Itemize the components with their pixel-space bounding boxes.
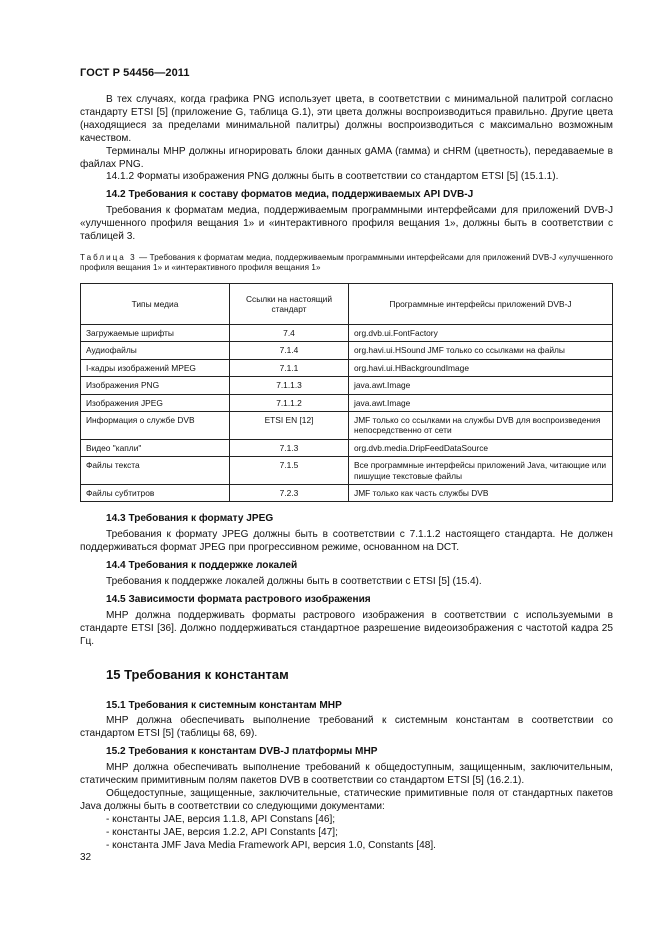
media-formats-table <box>80 283 613 502</box>
table-cell: 7.1.1.2 <box>230 394 349 411</box>
table-cell: org.havi.ui.HSound JMF только со ссылками на файлы <box>349 342 613 359</box>
table-row <box>81 457 613 485</box>
table-row <box>81 377 613 394</box>
table-row <box>81 394 613 411</box>
page-body <box>80 94 613 852</box>
table-cell: 7.1.1.3 <box>230 377 349 394</box>
table-row <box>81 324 613 341</box>
table-header-row <box>81 283 613 324</box>
table-cell: Изображения JPEG <box>81 394 230 411</box>
table-cell: ETSI EN [12] <box>230 412 349 440</box>
table-cell: 7.1.3 <box>230 439 349 456</box>
section-heading-15: 15 Требования к константам <box>106 666 289 682</box>
section-heading-15-1: 15.1 Требования к системным константам MHP <box>106 699 342 711</box>
table-row <box>81 485 613 502</box>
paragraph: Общедоступные, защищенные, заключительные, статические примитивные поля от стандартных пакетов Java должны быть в соответствии со следующими документами: <box>80 787 613 812</box>
list-item: - константы JAE, версия 1.1.8, API Constans [46]; <box>106 813 336 825</box>
table-cell: JMF только со ссылками на службы DVB для воспроизведения непосредственно от сети <box>349 412 613 440</box>
column-header: Программные интерфейсы приложений DVB-J <box>349 283 613 324</box>
paragraph: MHP должна обеспечивать выполнение требований к общедоступным, защищенным, заключительным, статическим примитивным полям пакетов DVB в соответствии со стандартом ETSI [5] (16.2.1). <box>80 762 613 787</box>
list-item: - константы JAE, версия 1.2.2, API Constants [47]; <box>106 826 338 838</box>
table-cell: Информация о службе DVB <box>81 412 230 440</box>
table-cell: JMF только как часть службы DVB <box>349 485 613 502</box>
table-cell: 7.1.5 <box>230 457 349 485</box>
section-heading-14-3: 14.3 Требования к формату JPEG <box>106 513 274 525</box>
paragraph: MHP должна поддерживать форматы растрового изображения в соответствии с используемыми в стандарте ETSI [36]. Должно поддерживаться стандартное разрешение видеоизображения с частотой кадра 25 Гц. <box>80 609 613 647</box>
table-cell: java.awt.Image <box>349 377 613 394</box>
paragraph: MHP должна обеспечивать выполнение требований к системным константам в соответствии со стандартом ETSI [5] (таблицы 68, 69). <box>80 715 613 740</box>
table-row <box>81 342 613 359</box>
paragraph: Требования к формату JPEG должны быть в соответствии с 7.1.1.2 настоящего стандарта. Не должен поддерживаться формат JPEG при прогрессивном режиме, основанном на DCT. <box>80 529 613 554</box>
table-cell: Аудиофайлы <box>81 342 230 359</box>
section-heading-14-5: 14.5 Зависимости формата растрового изображения <box>106 593 371 605</box>
table-cell: org.havi.ui.HBackgroundImage <box>349 359 613 376</box>
table-cell: org.dvb.ui.FontFactory <box>349 324 613 341</box>
column-header: Ссылки на настоящий стандарт <box>230 283 349 324</box>
table-cell: 7.1.1 <box>230 359 349 376</box>
table-cell: Видео "капли" <box>81 439 230 456</box>
table-cell: Все программные интерфейсы приложений Java, читающие или пишущие текстовые файлы <box>349 457 613 485</box>
table-cell: Загружаемые шрифты <box>81 324 230 341</box>
section-heading-14-2: 14.2 Требования к составу форматов медиа, поддерживаемых API DVB-J <box>106 189 474 201</box>
table-cell: java.awt.Image <box>349 394 613 411</box>
paragraph: Требования к форматам медиа, поддерживаемым программными интерфейсами для приложений DVB-J «улучшенного профиля вещания 1» и «интерактивного профиля вещания 1», должны быть в соответствии с таблицей 3. <box>80 205 613 243</box>
table-cell: 7.1.4 <box>230 342 349 359</box>
page-number: 32 <box>80 852 92 863</box>
table-row <box>81 412 613 440</box>
column-header: Типы медиа <box>81 283 230 324</box>
table-cell: I-кадры изображений MPEG <box>81 359 230 376</box>
table-cell: Изображения PNG <box>81 377 230 394</box>
paragraph: В тех случаях, когда графика PNG использует цвета, в соответствии с минимальной палитрой согласно стандарту ETSI [5] (приложение G, таблица G.1), эти цвета должны воспроизводиться правильно. Другие цвета (находящиеся за пределами минимальной палитры) должны воспроизводиться с максимально возможным качеством. <box>80 94 613 144</box>
table-cell: org.dvb.media.DripFeedDataSource <box>349 439 613 456</box>
table-row <box>81 439 613 456</box>
paragraph: Требования к поддержке локалей должны быть в соответствии с ETSI [5] (15.4). <box>106 576 482 588</box>
list-item: - константа JMF Java Media Framework API, версия 1.0, Constants [48]. <box>106 839 436 851</box>
constants-list <box>80 814 613 853</box>
table-caption-label: Таблица 3 <box>80 252 137 262</box>
table-body <box>81 324 613 501</box>
table-cell: Файлы субтитров <box>81 485 230 502</box>
page-header-title: ГОСТ Р 54456—2011 <box>80 67 190 79</box>
table-cell: 7.4 <box>230 324 349 341</box>
section-heading-14-4: 14.4 Требования к поддержке локалей <box>106 560 298 572</box>
section-heading-15-2: 15.2 Требования к константам DVB-J платформы MHP <box>106 746 378 758</box>
table-row <box>81 359 613 376</box>
table-cell: Файлы текста <box>81 457 230 485</box>
paragraph: Терминалы MHP должны игнорировать блоки данных gAMA (гамма) и cHRM (цветность), передаваемые в файлах PNG. <box>80 145 613 170</box>
table-caption <box>80 253 613 274</box>
table-cell: 7.2.3 <box>230 485 349 502</box>
table-caption-text: — Требования к форматам медиа, поддерживаемым программными интерфейсами для приложений DVB-J «улучшенного профиля вещания 1» и «интерактивного профиля вещания 1» <box>80 252 613 273</box>
paragraph: 14.1.2 Форматы изображения PNG должны быть в соответствии со стандартом ETSI [5] (15.1.1). <box>106 171 559 183</box>
